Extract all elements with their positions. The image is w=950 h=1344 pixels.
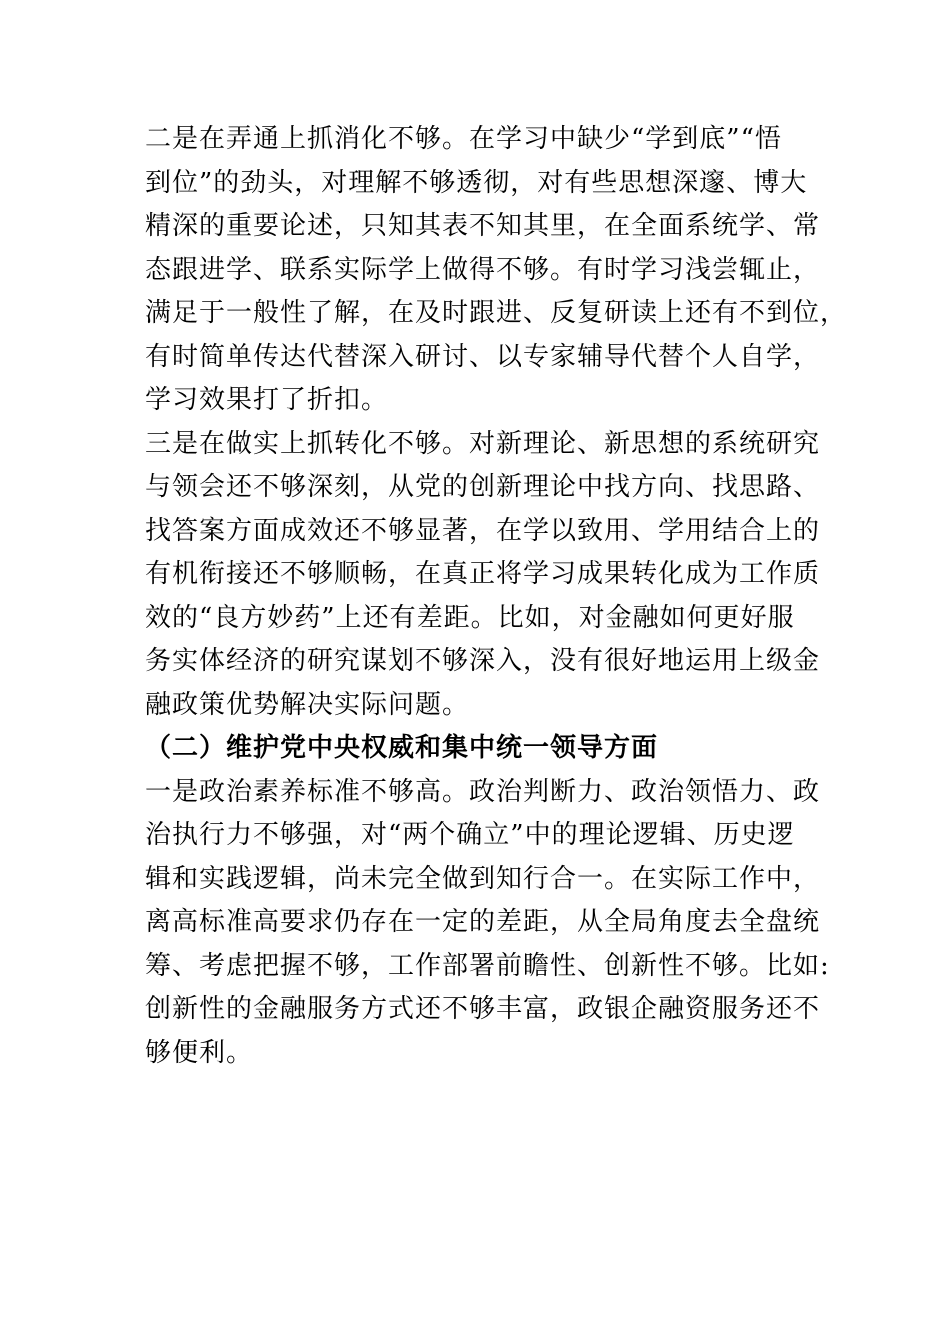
text-line: 一是政治素养标准不够高。政治判断力、政治领悟力、政 — [145, 776, 821, 807]
text-line: 筹、考虑把握不够，工作部署前瞻性、创新性不够。比如: — [145, 950, 830, 981]
text-line: 满足于一般性了解，在及时跟进、反复研读上还有不到位， — [145, 298, 848, 328]
text-line: 离高标准高要求仍存在一定的差距，从全局角度去全盘统 — [145, 907, 821, 937]
section-heading-text: （二）维护党中央权威和集中统一领导方面 — [145, 733, 659, 763]
document-body — [145, 118, 848, 1075]
text-line: 创新性的金融服务方式还不够丰富，政银企融资服务还不 — [145, 994, 821, 1024]
text-line: 二是在弄通上抓消化不够。在学习中缺少“学到底”“悟 — [145, 124, 782, 154]
text-line: 找答案方面成效还不够显著，在学以致用、学用结合上的 — [145, 515, 821, 546]
paragraph-study-digest — [145, 118, 848, 423]
text-line: 辑和实践逻辑，尚未完全做到知行合一。在实际工作中， — [145, 863, 821, 894]
text-line: 与领会还不够深刻，从党的创新理论中找方向、找思路、 — [145, 472, 821, 502]
text-line: 精深的重要论述，只知其表不知其里，在全面系统学、常 — [145, 211, 821, 241]
text-line: 效的“良方妙药”上还有差距。比如，对金融如何更好服 — [145, 602, 795, 633]
paragraph-political-literacy — [145, 771, 830, 1076]
section-heading — [145, 727, 805, 771]
text-line: 有机衔接还不够顺畅，在真正将学习成果转化成为工作质 — [145, 559, 821, 589]
paragraph-practice-transform — [145, 423, 821, 728]
text-line: 有时简单传达代替深入研讨、以专家辅导代替个人自学， — [145, 341, 821, 372]
text-line: 到位”的劲头，对理解不够透彻，对有些思想深邃、博大 — [145, 167, 808, 198]
text-line: 三是在做实上抓转化不够。对新理论、新思想的系统研究 — [145, 428, 821, 459]
text-line: 学习效果打了折扣。 — [145, 385, 389, 415]
text-line: 融政策优势解决实际问题。 — [145, 689, 470, 720]
text-line: 治执行力不够强，对“两个确立”中的理论逻辑、历史逻 — [145, 820, 795, 850]
text-line: 够便利。 — [145, 1037, 254, 1068]
text-line: 态跟进学、联系实际学上做得不够。有时学习浅尝辄止， — [145, 254, 821, 285]
text-line: 务实体经济的研究谋划不够深入，没有很好地运用上级金 — [145, 646, 821, 676]
